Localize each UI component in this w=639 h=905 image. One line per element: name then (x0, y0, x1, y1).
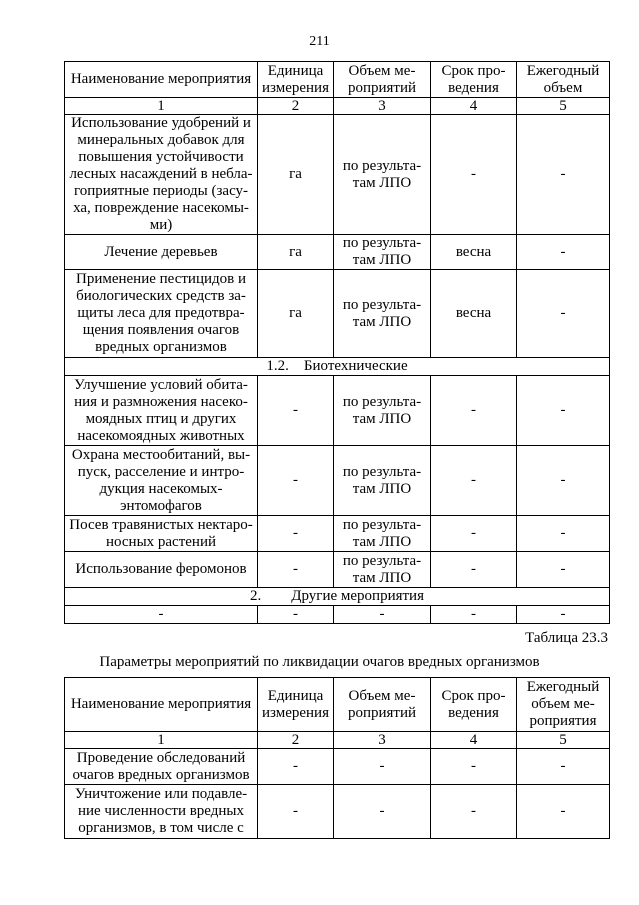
column-number: 2 (258, 98, 334, 115)
table-cell: по результа-там ЛПО (334, 115, 431, 235)
table-cell: - (517, 376, 610, 446)
table-cell: - (431, 749, 517, 785)
section-row (65, 588, 610, 606)
table-label: Таблица 23.3 (525, 630, 608, 646)
table-cell: - (258, 749, 334, 785)
table-cell: - (431, 606, 517, 624)
table-cell: - (431, 115, 517, 235)
table-cell: - (431, 516, 517, 552)
table-cell: - (431, 446, 517, 516)
table-row (65, 446, 610, 516)
header-cell: Срок про-ведения (431, 62, 517, 98)
column-number: 4 (431, 732, 517, 749)
table-cell: Проведение обследований очагов вредных организмов (65, 749, 258, 785)
table-cell: - (334, 606, 431, 624)
table-cell: - (517, 785, 610, 839)
table-cell: Использование феромонов (65, 552, 258, 588)
table-cell: Использование удобрений и минеральных добавок для повышения устойчивости лесных насаждений в небла-гоприятные периоды (засу-ха, повреждение насекомы-ми) (65, 115, 258, 235)
table-cell: Применение пестицидов и биологических средств за-щиты леса для предотвра-щения появления очагов вредных организмов (65, 270, 258, 358)
page-number: 211 (309, 34, 330, 49)
table-cell: по результа-там ЛПО (334, 376, 431, 446)
table-row (65, 516, 610, 552)
table-cell: по результа-там ЛПО (334, 552, 431, 588)
header-cell: Ежегодный объем ме-роприятия (517, 678, 610, 732)
header-cell: Единица измерения (258, 678, 334, 732)
table-cell: по результа-там ЛПО (334, 270, 431, 358)
table-row (65, 235, 610, 270)
table-cell: весна (431, 270, 517, 358)
table-row (65, 115, 610, 235)
table-header-row (65, 678, 610, 732)
table-cell: Улучшение условий обита-ния и размножения насеко-моядных птиц и других насекомоядных животных (65, 376, 258, 446)
column-number: 3 (334, 732, 431, 749)
table-cell: - (517, 270, 610, 358)
table-cell: - (258, 552, 334, 588)
table-cell: - (258, 376, 334, 446)
column-number-row (65, 98, 610, 115)
table-cell: - (431, 376, 517, 446)
table-cell: - (517, 516, 610, 552)
table-cell: - (258, 446, 334, 516)
table-cell: Посев травянистых нектаро-носных растений (65, 516, 258, 552)
table-cell: - (517, 606, 610, 624)
table-row (65, 270, 610, 358)
table-cell: - (517, 552, 610, 588)
table-cell: - (258, 516, 334, 552)
table-cell: - (258, 606, 334, 624)
table-cell: весна (431, 235, 517, 270)
column-number: 3 (334, 98, 431, 115)
column-number: 1 (65, 732, 258, 749)
table-row (65, 785, 610, 839)
table-cell: по результа-там ЛПО (334, 235, 431, 270)
table-row (65, 376, 610, 446)
header-cell: Наименование мероприятия (65, 678, 258, 732)
elimination-table (64, 677, 610, 839)
table-cell: - (65, 606, 258, 624)
table-cell: га (258, 235, 334, 270)
column-number: 4 (431, 98, 517, 115)
table-cell: Охрана местообитаний, вы-пуск, расселение и интро-дукция насекомых-энтомофагов (65, 446, 258, 516)
header-cell: Единица измерения (258, 62, 334, 98)
column-number: 5 (517, 732, 610, 749)
section-heading: 2. Другие мероприятия (65, 588, 610, 606)
table-cell: Уничтожение или подавле-ние численности вредных организмов, в том числе с (65, 785, 258, 839)
table-cell: - (517, 235, 610, 270)
column-number-row (65, 732, 610, 749)
table-cell: - (258, 785, 334, 839)
table-cell: по результа-там ЛПО (334, 446, 431, 516)
column-number: 2 (258, 732, 334, 749)
table-cell: - (334, 785, 431, 839)
table-row (65, 606, 610, 624)
table-cell: - (517, 749, 610, 785)
table-cell: га (258, 115, 334, 235)
measures-table (64, 61, 610, 624)
table-cell: - (431, 785, 517, 839)
header-cell: Объем ме-роприятий (334, 678, 431, 732)
table-cell: - (431, 552, 517, 588)
table-cell: - (517, 115, 610, 235)
table-row (65, 749, 610, 785)
table-cell: по результа-там ЛПО (334, 516, 431, 552)
table-row (65, 552, 610, 588)
table-cell: - (334, 749, 431, 785)
header-cell: Срок про-ведения (431, 678, 517, 732)
section-heading: 1.2. Биотехнические (65, 358, 610, 376)
column-number: 5 (517, 98, 610, 115)
header-cell: Ежегодный объем (517, 62, 610, 98)
table-cell: Лечение деревьев (65, 235, 258, 270)
table-cell: га (258, 270, 334, 358)
column-number: 1 (65, 98, 258, 115)
table-title: Параметры мероприятий по ликвидации очагов вредных организмов (99, 654, 540, 670)
header-cell: Наименование мероприятия (65, 62, 258, 98)
section-row (65, 358, 610, 376)
header-cell: Объем ме-роприятий (334, 62, 431, 98)
table-cell: - (517, 446, 610, 516)
table-header-row (65, 62, 610, 98)
